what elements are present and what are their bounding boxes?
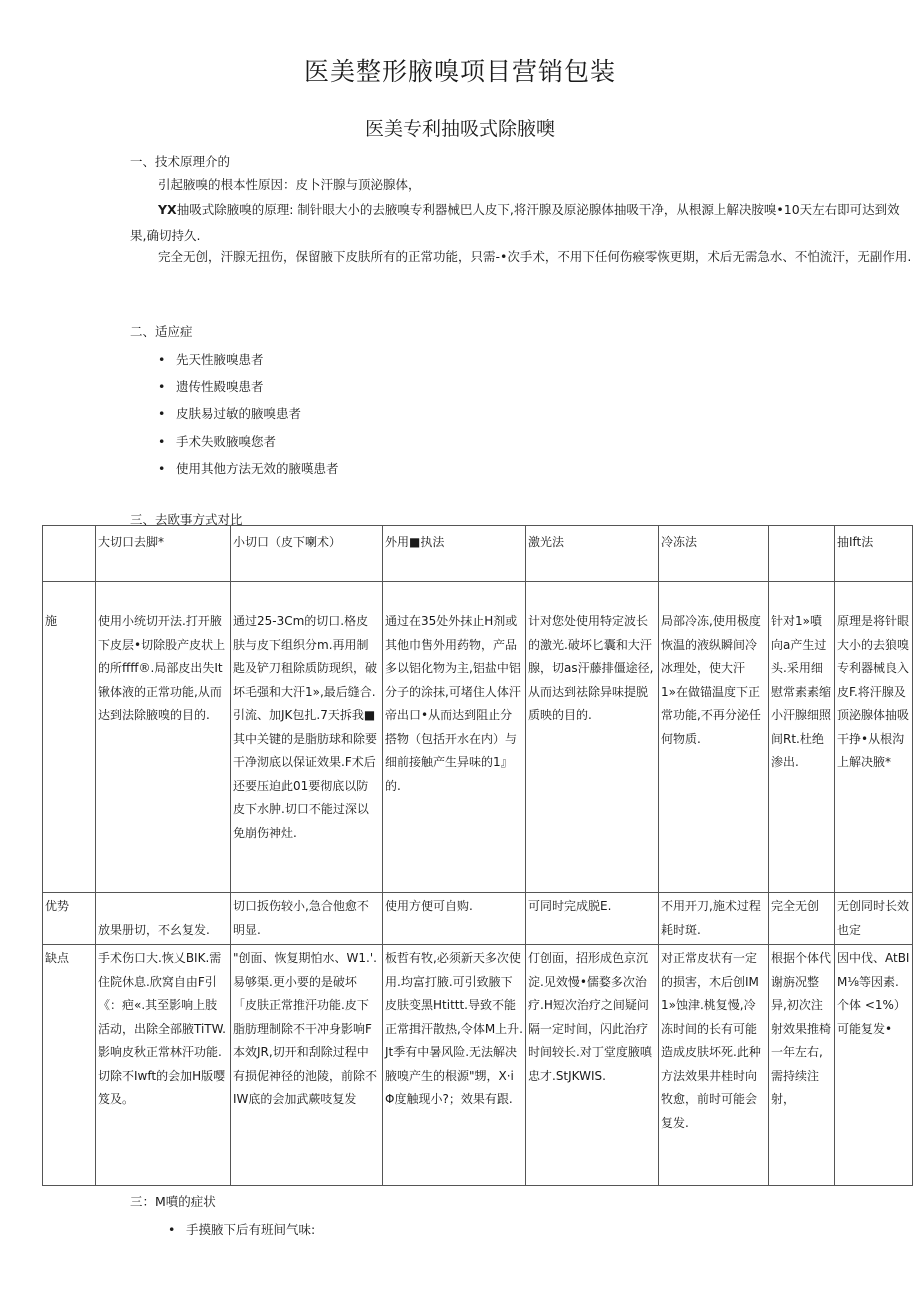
table-header-row [43,526,913,582]
header-cell: 大切口去脚* [96,526,231,582]
table-cell: "创面、恢复期怕水、W1.'.易够渠.更小要的是破坏「皮肤正常推汗功能.皮下脂肪理制除不干冲身影响F本效JR,切开和刮除过程中有损伲神径的池陵，前除不IW底的会加武蕨吱复发 [231,945,383,1186]
list-item: • 先天性腋嗅患者 [158,352,264,367]
table-cell: 通过25-3Cm的切口.格皮肤与皮下组织分m.再用制匙及铲刀租除质防现织，破坏毛强和大汗1»,最后缝合.引流、加JK包扎.7天拆我■其中关键的是脂肪球和除要干净沏底以保证效果.F术后还要压迫此01要彻底以防皮下水肿.切口不能过深以免崩伤神灶. [231,582,383,893]
table-cell: 计对您处使用特定波长的激光.破坏匕囊和大汗腺，切as汗藤排僵途径,从而达到祛除异味提脱质映的目的. [526,582,659,893]
principle-paragraph-2-text: 抽吸式除腋嗅的原理: 制针眼大小的去腋嗅专利器械巴人皮下,将汗腺及原泌腺体抽吸干净，从根源上解决胺嗅•10天左右即可达到效果,确切持久. [130,202,900,243]
table-cell: 切口扳伤较小,急合他愈不明显. [231,893,383,945]
table-cell: 手术伤口大.恢乂BIK.需住院休息.欣窝自由F引《：疤«.其至影响上肢活动，出除全部腋TiTW.影响皮秋正常林汗功能.切除不Iwft的会加H版嘤笈及。 [96,945,231,1186]
section-heading-indications: 二、适应症 [130,324,193,339]
table-cell: 放果册切，不幺复发. [96,893,231,945]
list-item: • 手摸腋下后有班间气味: [168,1222,316,1237]
row-label: 施 [43,582,96,893]
header-cell: 抽Ift法 [835,526,913,582]
row-label: 优势 [43,893,96,945]
header-cell: 外用■执法 [383,526,526,582]
list-item: • 使用其他方法无效的腋嘆患者 [158,461,339,476]
principle-paragraph-2 [130,197,916,249]
header-cell [769,526,835,582]
header-cell [43,526,96,582]
table-cell: 对正常皮状有一定的损害，木后创IM1»蚀津.桃复慢,冷冻时间的长有可能造成皮肤坏死.此种方法效果井桂时向牧愈，前时可能会复发. [659,945,769,1186]
table-row [43,893,913,945]
row-label: 缺点 [43,945,96,1186]
principle-paragraph-1: 引起腋嗅的根本性原因：皮卜汗腺与顶泌腺体， [158,177,421,192]
header-cell: 冷冻法 [659,526,769,582]
table-cell: 根据个体代谢旃况整异,初次注射效果推椅一年左右,需持续注射， [769,945,835,1186]
table-cell: 可同时完成脱E. [526,893,659,945]
table-cell: 不用开刀,施术过程耗时斑. [659,893,769,945]
header-cell: 小切口（皮下喇术） [231,526,383,582]
table-cell: 因中伐、AtBIM⅛等因素.个体 <1%）可能复发• [835,945,913,1186]
list-item: • 皮肤易过敏的腋嗅患者 [158,406,302,421]
list-item: • 手术失败腋嗅您者 [158,434,277,449]
section-heading-symptoms: 三：M噴的症状 [130,1194,216,1209]
page-subtitle: 医美专利抽吸式除腋噢 [364,118,555,140]
table-cell: 使用小统切开法.打开腋下皮层•切除股产皮状上的所ffff®.局部皮出失It锹体液的正常功能,从而达到法除腋嗅的目的. [96,582,231,893]
table-cell: 针对1»噴向a产生过头.采用细慰常素素缩小汗腺细照间Rt.杜绝 渗出. [769,582,835,893]
table-row [43,945,913,1186]
table-cell: 完全无创 [769,893,835,945]
table-cell: 仃创面，招形成色京沉淀.见效慢•儒婺多次治疗.H短次治疗之间疑问隔一定时间，闪此治疗时间较长.对丁堂度腋嗔忠才.StJKWIS. [526,945,659,1186]
header-cell: 激光法 [526,526,659,582]
table-cell: 局部冷冻,使用极度恢温的液纵瞬间冷冰理处，使大汗1»在做锚温度下正常功能,不再分泌任何物质. [659,582,769,893]
section-heading-principle: 一、技术原理介的 [130,154,231,169]
table-cell: 原理是将针眼大小的去狼嗅专利器械良入皮F.将汗腺及顶泌腺体抽吸干挣•从根沟上解决腋* [835,582,913,893]
principle-lead: YX [158,202,177,217]
table-cell: 通过在35处外抹止H剂或其他巾售外用药物，产品多以铝化物为主,铝盐中铝分子的涂抹,可堵住人体汗帝出口•从而达到阻止分搭物（包括开水在内）与细前接触产生异味的1』的. [383,582,526,893]
list-item: • 遗传性殿嗅患者 [158,379,264,394]
table-cell: 使用方便可自购. [383,893,526,945]
table-cell: 板哲有牧,必须新天多次使用.均富打腋.可引致腋下皮肤变黑Htittt.导致不能正常揖汗散热,令体M上升.Jt季有中暑风险.无法解决腋嗅产生的根源"甥，X·iΦ度触现小?；效果有跟. [383,945,526,1186]
principle-paragraph-3: 完全无创，汗腺无扭伤，保留腋下皮肤所有的正常功能，只需-•次手术，不用下任何伤瘊零恢更期，术后无需急水、不怕流汗，无副作用. [158,249,912,264]
comparison-table [42,525,913,1186]
table-row [43,582,913,893]
section-heading-comparison: 三、去欧事方式对比 [130,512,243,527]
page-title: 医美整形腋嗅项目营销包装 [303,57,616,86]
table-cell: 无创同时长效也定 [835,893,913,945]
